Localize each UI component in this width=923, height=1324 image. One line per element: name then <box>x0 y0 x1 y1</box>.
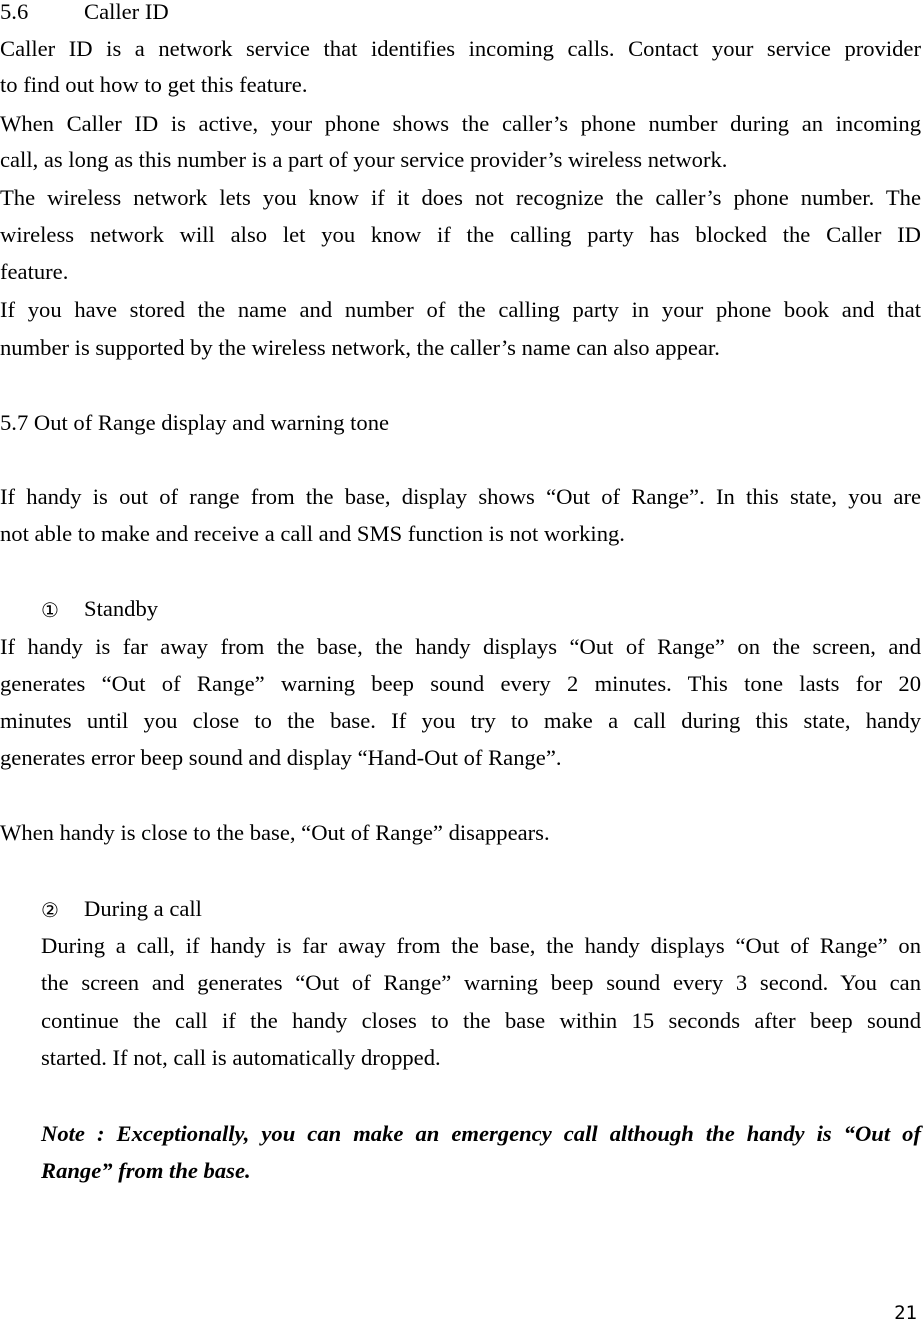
note-line: Note : Exceptionally, you can make an emergency call although the handy is “Out of <box>41 1121 921 1146</box>
paragraph-line: generates “Out of Range” warning beep sound every 2 minutes. This tone lasts for 20 <box>0 671 921 696</box>
circled-number-one: ① <box>41 598 59 622</box>
paragraph-line: the screen and generates “Out of Range” warning beep sound every 3 second. You can <box>41 970 921 995</box>
paragraph-line: minutes until you close to the base. If you try to make a call during this state, handy <box>0 708 921 733</box>
page-number: 21 <box>894 1302 917 1324</box>
paragraph-line: to find out how to get this feature. <box>0 72 308 97</box>
section-heading: 5.7 Out of Range display and warning tone <box>0 410 390 435</box>
paragraph-line: When Caller ID is active, your phone shows the caller’s phone number during an incoming <box>0 111 921 136</box>
circled-number-two: ② <box>41 898 59 922</box>
paragraph-line: Caller ID is a network service that identifies incoming calls. Contact your service provider <box>0 36 921 61</box>
paragraph-line: generates error beep sound and display “Hand-Out of Range”. <box>0 745 562 770</box>
section-number: 5.6 <box>0 0 29 24</box>
paragraph-line: If you have stored the name and number of the calling party in your phone book and that <box>0 297 921 322</box>
paragraph-line: wireless network will also let you know if the calling party has blocked the Caller ID <box>0 222 921 247</box>
paragraph-line: started. If not, call is automatically dropped. <box>41 1045 441 1070</box>
note-line: Range” from the base. <box>41 1158 251 1183</box>
paragraph-line: call, as long as this number is a part of your service provider’s wireless network. <box>0 147 728 172</box>
paragraph-line: If handy is out of range from the base, display shows “Out of Range”. In this state, you are <box>0 484 921 509</box>
paragraph-line: The wireless network lets you know if it does not recognize the caller’s phone number. The <box>0 185 921 210</box>
paragraph-line: continue the call if the handy closes to the base within 15 seconds after beep sound <box>41 1008 921 1033</box>
paragraph-line: number is supported by the wireless network, the caller’s name can also appear. <box>0 335 720 360</box>
paragraph-line: If handy is far away from the base, the handy displays “Out of Range” on the screen, and <box>0 634 921 659</box>
paragraph-line: feature. <box>0 259 69 284</box>
paragraph-line: not able to make and receive a call and SMS function is not working. <box>0 521 625 546</box>
subsection-title: During a call <box>84 896 202 921</box>
section-title: Caller ID <box>84 0 169 24</box>
subsection-title: Standby <box>84 596 159 621</box>
paragraph-line: During a call, if handy is far away from the base, the handy displays “Out of Range” on <box>41 933 921 958</box>
paragraph-line: When handy is close to the base, “Out of Range” disappears. <box>0 820 550 845</box>
